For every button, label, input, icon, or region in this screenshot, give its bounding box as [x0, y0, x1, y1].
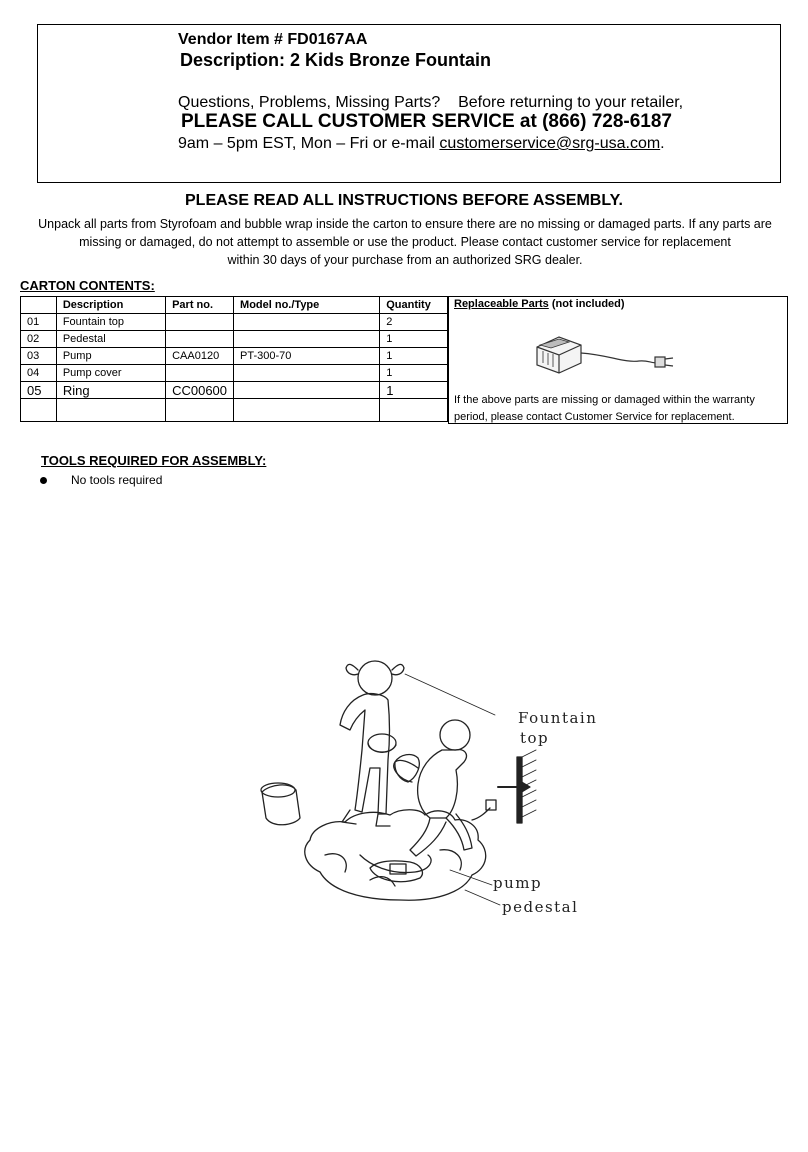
cell-number: 03	[21, 348, 57, 365]
tools-required-title: TOOLS REQUIRED FOR ASSEMBLY:	[41, 453, 267, 468]
unpack-line-2: missing or damaged, do not attempt to assemble or use the product. Please contact customer service for replacement	[79, 235, 731, 249]
header-cell-description: Description	[56, 297, 165, 314]
header-cell-number	[21, 297, 57, 314]
table-header-row	[21, 297, 448, 314]
cell-number: 02	[21, 331, 57, 348]
replaceable-parts-label: Replaceable Parts	[454, 298, 549, 310]
carton-contents-title: CARTON CONTENTS:	[20, 278, 155, 293]
replaceable-parts-note: If the above parts are missing or damaged within the warranty period, please contact Customer Service for replacement.	[454, 394, 755, 423]
label-pedestal: pedestal	[502, 898, 579, 916]
cell-model	[234, 331, 380, 348]
not-included-label: (not included)	[548, 298, 625, 310]
pump-icon	[529, 323, 679, 383]
unpack-line-3: within 30 days of your purchase from an authorized SRG dealer.	[227, 253, 583, 267]
cell-empty	[234, 399, 380, 422]
cell-number: 04	[21, 365, 57, 382]
table-row	[21, 331, 448, 348]
table-row	[21, 348, 448, 365]
cell-quantity: 1	[380, 331, 448, 348]
cell-number: 05	[21, 382, 57, 399]
cell-part-no: CC00600	[166, 382, 234, 399]
header-cell-part-no: Part no.	[166, 297, 234, 314]
cell-empty	[380, 399, 448, 422]
bullet-icon	[40, 477, 47, 484]
cell-number: 01	[21, 314, 57, 331]
cell-part-no	[166, 365, 234, 382]
cell-part-no	[166, 331, 234, 348]
cell-model	[234, 314, 380, 331]
table-row-empty	[21, 399, 448, 422]
email-link[interactable]: customerservice@srg-usa.com	[439, 135, 661, 152]
questions-line: Questions, Problems, Missing Parts? Before returning to your retailer,	[178, 94, 684, 111]
cell-quantity: 1	[380, 382, 448, 399]
hours-suffix: .	[660, 135, 665, 152]
header-box	[37, 24, 781, 183]
cell-description: Fountain top	[56, 314, 165, 331]
cell-description: Ring	[56, 382, 165, 399]
cell-description: Pedestal	[56, 331, 165, 348]
table-row	[21, 365, 448, 382]
cell-part-no: CAA0120	[166, 348, 234, 365]
read-instructions-heading: PLEASE READ ALL INSTRUCTIONS BEFORE ASSEMBLY.	[185, 192, 623, 209]
label-fountain-top-1: Fountain	[518, 709, 598, 727]
unpack-paragraph	[20, 215, 790, 269]
table-row	[21, 382, 448, 399]
hours-line	[178, 135, 665, 153]
table-row	[21, 314, 448, 331]
header-cell-quantity: Quantity	[380, 297, 448, 314]
cell-model	[234, 365, 380, 382]
cell-quantity: 2	[380, 314, 448, 331]
cell-model: PT-300-70	[234, 348, 380, 365]
cell-description: Pump	[56, 348, 165, 365]
tools-item-text: No tools required	[71, 473, 163, 487]
unpack-line-1: Unpack all parts from Styrofoam and bubble wrap inside the carton to ensure there are no missing or damaged parts. If any parts are	[38, 217, 772, 231]
cell-quantity: 1	[380, 365, 448, 382]
carton-contents-table	[20, 296, 448, 422]
cell-empty	[56, 399, 165, 422]
cell-empty	[166, 399, 234, 422]
header-cell-model: Model no./Type	[234, 297, 380, 314]
customer-service-phone: PLEASE CALL CUSTOMER SERVICE at (866) 728-6187	[181, 111, 672, 132]
tools-list-item	[40, 473, 162, 487]
cell-quantity: 1	[380, 348, 448, 365]
cell-empty	[21, 399, 57, 422]
replaceable-parts-title	[454, 298, 625, 310]
product-description: Description: 2 Kids Bronze Fountain	[180, 50, 492, 70]
cell-part-no	[166, 314, 234, 331]
label-fountain-top-2: top	[520, 729, 550, 747]
vendor-item: Vendor Item # FD0167AA	[178, 31, 368, 48]
replaceable-parts-box	[448, 296, 788, 424]
cell-model	[234, 382, 380, 399]
label-pump: pump	[493, 874, 543, 892]
cell-description: Pump cover	[56, 365, 165, 382]
hours-text: 9am – 5pm EST, Mon – Fri or e-mail	[178, 135, 440, 152]
